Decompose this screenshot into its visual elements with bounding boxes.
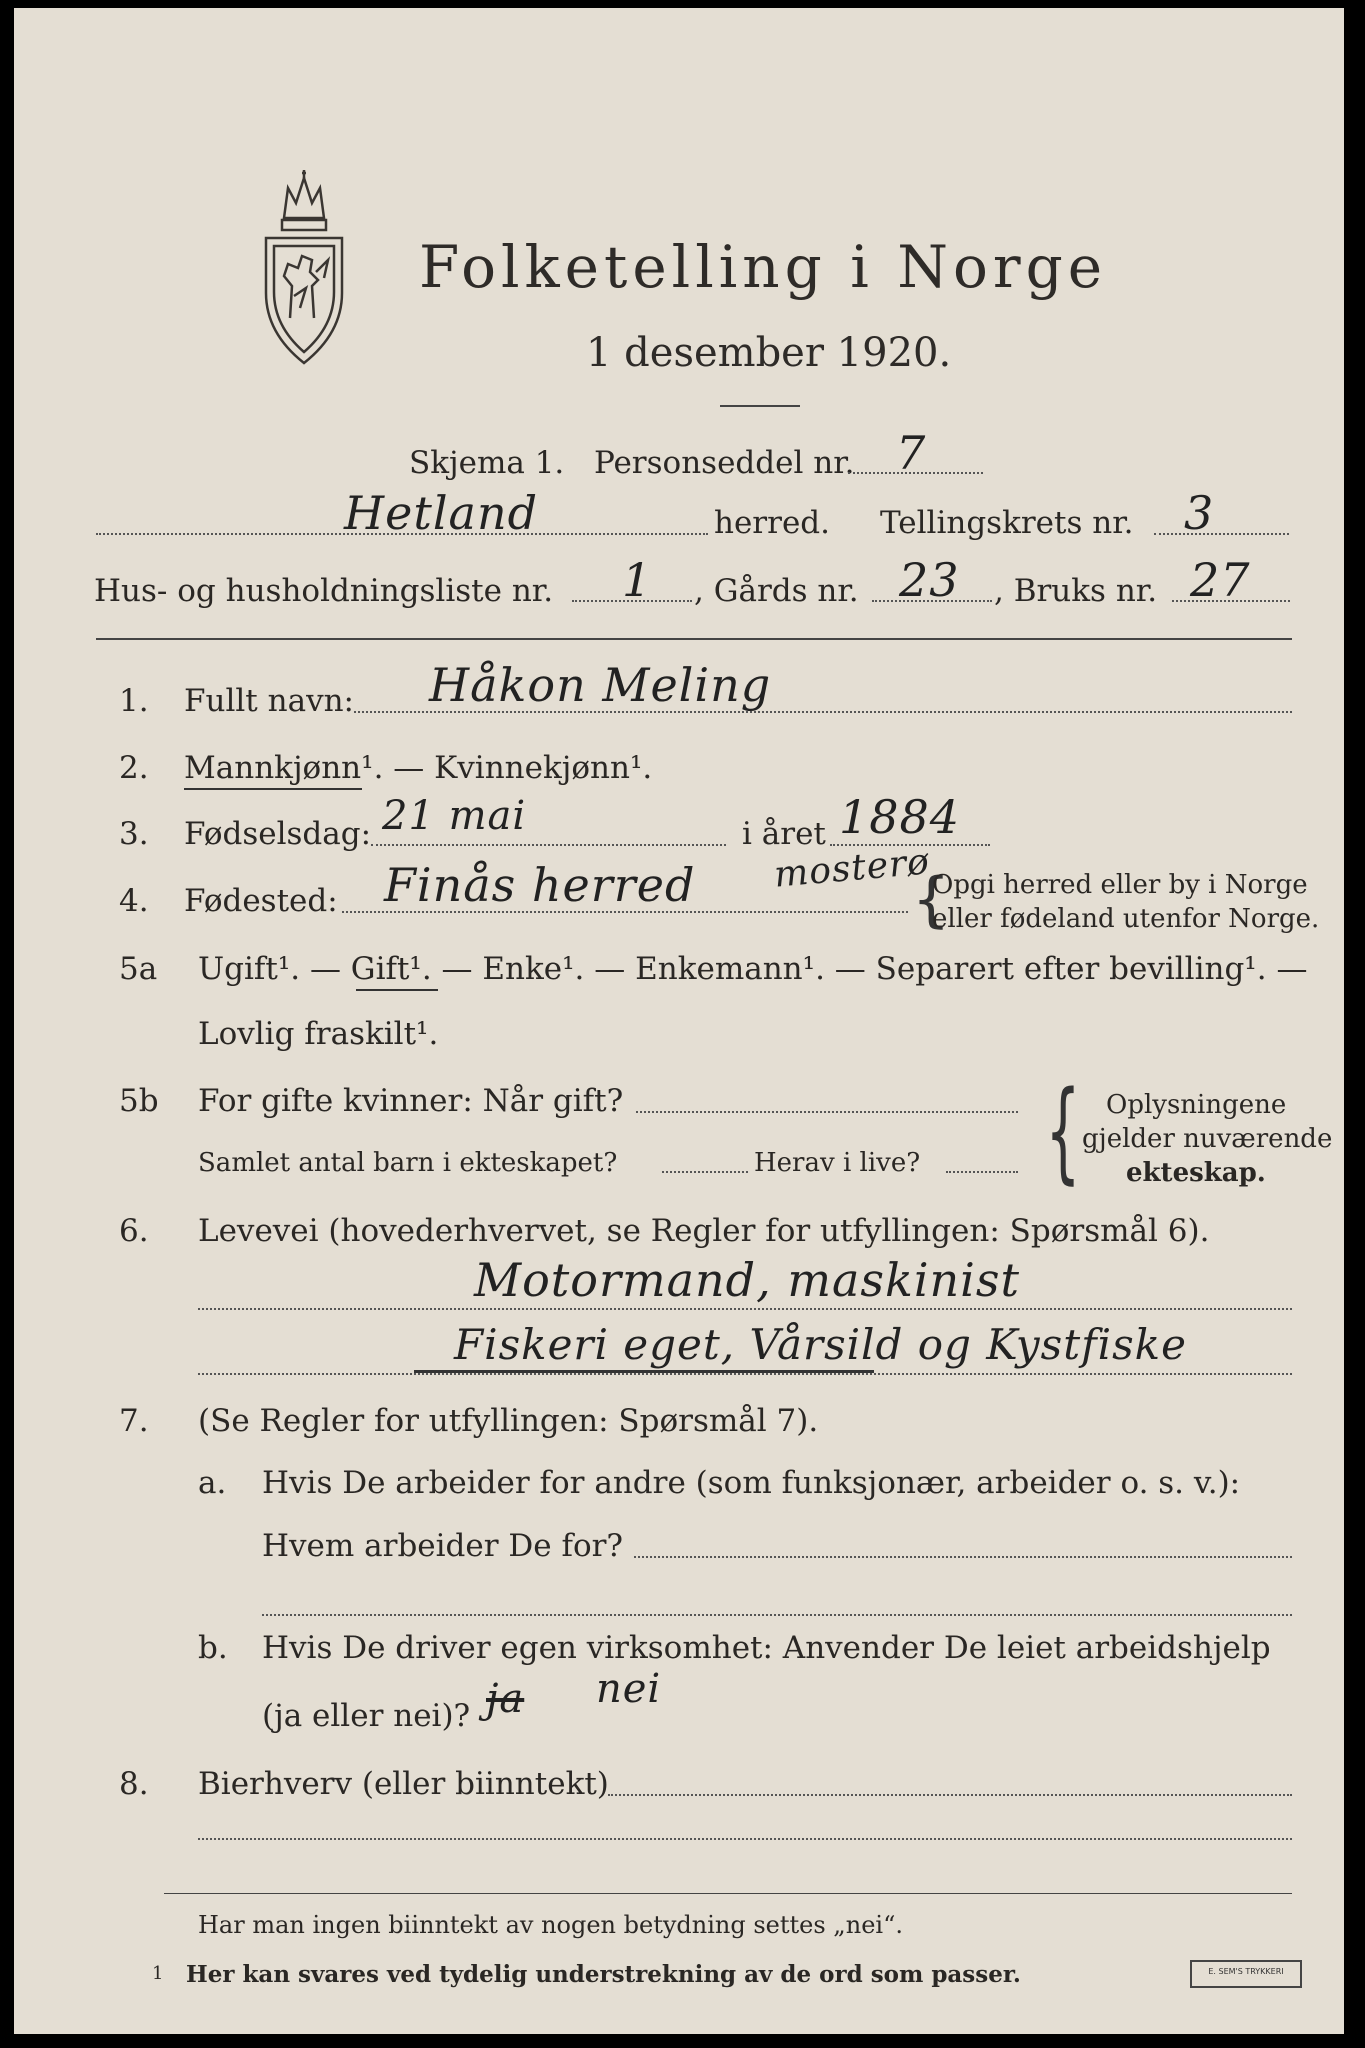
q1-label: Fullt navn:	[184, 683, 354, 719]
footnote-number: 1	[152, 1963, 164, 1984]
q5a-line-2: Lovlig fraskilt¹.	[198, 1016, 439, 1052]
full-name-value: Håkon Meling	[429, 658, 772, 712]
q6-label: Levevei (hovederhvervet, se Regler for utfyllingen: Spørsmål 6).	[198, 1213, 1210, 1249]
q7b-question: (ja eller nei)?	[262, 1698, 471, 1734]
herred-value: Hetland	[344, 486, 539, 540]
q3-number: 3.	[119, 816, 149, 852]
bottom-divider	[164, 1893, 1292, 1894]
census-form: Folketelling i Norge 1 desember 1920. Skjema 1. Personseddel nr. 7 Hetland herred. Tellingskrets nr. 3 Hus- og husholdningsliste nr. 1 , Gårds nr. 23 , Bruks nr. 27 1. Fullt navn: Håkon Meling 2. Mannkjønn¹. — Kvinnekjønn¹. 3. Fødselsdag: 21 mai i året 1884 4. Fødested: Finås herred mosterø { Opgi herred eller by i Norge eller fødeland utenfor Norge. 5a Ugift¹. — Gift¹. — Enke¹. — Enkemann¹. — Separert efter bevilling¹. — Lovlig fraskilt¹. 5b For gifte kvinner: Når gift? Samlet antal barn i ekteskapet? Herav i live? { Oplysningene gjelder nuværende ekteskap. 6. Levevei (hovederhvervet, se Regler for utfyllingen: Spørsmål 6). Motormand, maskinist Fiskeri eget, Vårsild og Kystfiske 7. (Se Regler for utfyllingen: Spørsmål 7). a. Hvis De arbeider for andre (som funksjonær, arbeider o. s. v.): Hvem arbeider De for? b. Hvis De driver egen virksomhet: Anvender De leiet arbeidshjelp (ja eller nei)? ja nei 8. Bierhverv (eller biinntekt) Har man ingen biinntekt av nogen betydning settes „nei“. 1 Her kan svares ved tydelig understrekning av de ord som passer. E. SEM'S TRYKKERI	[14, 8, 1344, 2034]
income-note: Har man ingen biinntekt av nogen betydning settes „nei“.	[198, 1911, 903, 1939]
gift-underline	[356, 989, 438, 991]
birthplace-extra: mosterø	[772, 841, 932, 896]
q4-label: Fødested:	[184, 883, 338, 919]
tellingskrets-label: Tellingskrets nr.	[880, 505, 1134, 541]
q7b-answer: nei	[596, 1666, 662, 1712]
bruks-label: , Bruks nr.	[994, 573, 1158, 609]
q5b-note-2: gjelder nuværende	[1082, 1124, 1333, 1154]
q7b-letter: b.	[198, 1630, 228, 1666]
personseddel-value: 7	[896, 426, 927, 480]
q7b-label: Hvis De driver egen virksomhet: Anvender De leiet arbeidshjelp	[262, 1630, 1271, 1666]
q7a-question: Hvem arbeider De for?	[262, 1528, 624, 1564]
q5b-number: 5b	[119, 1083, 159, 1119]
gards-label: , Gårds nr.	[694, 573, 859, 609]
census-date: 1 desember 1920.	[586, 330, 952, 376]
birthday-value: 21 mai	[382, 793, 527, 839]
birthplace-value: Finås herred	[384, 858, 696, 912]
q4-note-1: Opgi herred eller by i Norge	[932, 870, 1308, 900]
q2-number: 2.	[119, 750, 149, 786]
q2-label: Mannkjønn¹. — Kvinnekjønn¹.	[184, 750, 653, 786]
bruks-value: 27	[1190, 553, 1251, 607]
q3-label: Fødselsdag:	[184, 816, 372, 852]
q5b-note-3: ekteskap.	[1126, 1158, 1266, 1188]
q5b-note-1: Oplysningene	[1106, 1090, 1287, 1120]
q5a-line-1: Ugift¹. — Gift¹. — Enke¹. — Enkemann¹. — Separert efter bevilling¹. —	[198, 951, 1308, 987]
q4-note-2: eller fødeland utenfor Norge.	[932, 904, 1320, 934]
q8-label: Bierhverv (eller biinntekt)	[198, 1766, 609, 1802]
personseddel-label: Personseddel nr.	[594, 445, 855, 481]
q5b-line-1: For gifte kvinner: Når gift?	[198, 1083, 624, 1119]
mannkjonn-underline	[184, 788, 362, 790]
q6-number: 6.	[119, 1213, 149, 1249]
occupation-answer-1: Motormand, maskinist	[474, 1253, 1020, 1307]
q7-label: (Se Regler for utfyllingen: Spørsmål 7).	[198, 1403, 819, 1439]
q7-number: 7.	[119, 1403, 149, 1439]
hus-label: Hus- og husholdningsliste nr.	[94, 573, 554, 609]
tellingskrets-value: 3	[1184, 486, 1215, 540]
printer-stamp: E. SEM'S TRYKKERI	[1190, 1960, 1302, 1988]
q5b-line-2a: Samlet antal barn i ekteskapet?	[198, 1148, 618, 1178]
q7b-struck-answer: ja	[486, 1676, 525, 1722]
q5b-line-2b: Herav i live?	[754, 1148, 921, 1178]
hus-value: 1	[622, 553, 653, 607]
skjema-label: Skjema 1.	[409, 445, 565, 481]
title-divider	[720, 405, 800, 407]
footnote-text: Her kan svares ved tydelig understrekning av de ord som passer.	[186, 1961, 1021, 1988]
q3-year-label: i året	[742, 816, 826, 852]
header-divider	[96, 638, 1292, 640]
gards-value: 23	[899, 553, 960, 607]
norwegian-coat-of-arms-icon	[254, 168, 354, 368]
q5a-number: 5a	[119, 951, 158, 987]
birth-year-value: 1884	[839, 790, 961, 844]
q8-number: 8.	[119, 1766, 149, 1802]
q7a-letter: a.	[198, 1465, 227, 1501]
occupation-underline	[414, 1370, 874, 1373]
q4-number: 4.	[119, 883, 149, 919]
occupation-answer-2: Fiskeri eget, Vårsild og Kystfiske	[454, 1320, 1187, 1369]
herred-label: herred.	[714, 505, 830, 541]
q7a-label: Hvis De arbeider for andre (som funksjonær, arbeider o. s. v.):	[262, 1465, 1241, 1501]
form-title: Folketelling i Norge	[419, 233, 1108, 301]
q1-number: 1.	[119, 683, 149, 719]
